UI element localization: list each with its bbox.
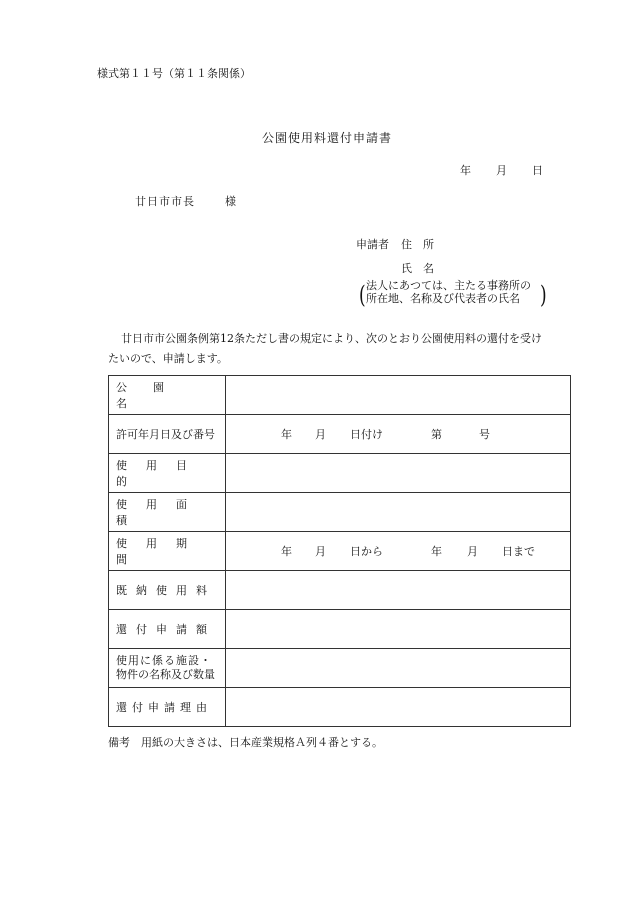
note-open-paren: ( (359, 281, 366, 310)
period-end-year: 年 (431, 545, 442, 558)
refund-reason-field[interactable] (226, 688, 571, 727)
label-text: 還付申請理由 (116, 701, 212, 714)
label-text: 使用面積 (116, 498, 206, 527)
table-row (109, 454, 571, 493)
paid-fee-field[interactable] (226, 571, 571, 610)
form-number: 様式第１１号（第１１条関係） (97, 67, 251, 80)
permit-date-number-field[interactable] (226, 415, 571, 454)
label-text: 使用期間 (116, 537, 206, 566)
table-row (109, 493, 571, 532)
applicant-name-label: 氏 名 (401, 262, 434, 275)
label-permit-date-number (109, 415, 226, 454)
table-row (109, 415, 571, 454)
period-start-month: 月 (315, 545, 326, 558)
date-day-label: 日 (532, 164, 543, 177)
remark-note: 備考 用紙の大きさは、日本産業規格Ａ列４番とする。 (108, 736, 383, 749)
label-park-name (109, 376, 226, 415)
table-row (109, 376, 571, 415)
period-field[interactable] (226, 532, 571, 571)
label-text: 既納使用料 (116, 584, 216, 597)
label-text: 公園名 (116, 381, 190, 410)
permit-no-prefix: 第 (431, 428, 442, 441)
label-paid-fee (109, 571, 226, 610)
body-text-line2: たいので、申請します。 (108, 352, 228, 365)
table-row (109, 532, 571, 571)
purpose-field[interactable] (226, 454, 571, 493)
label-facility-items (109, 649, 226, 688)
label-purpose (109, 454, 226, 493)
applicant-note-line1: 法人にあつては、主たる事務所の (366, 279, 531, 292)
applicant-label: 申請者 (356, 238, 389, 251)
page-title: 公園使用料還付申請書 (262, 131, 393, 145)
refund-amount-field[interactable] (226, 610, 571, 649)
addressee-honorific: 様 (225, 195, 236, 208)
period-end-day: 日まで (502, 545, 535, 558)
period-start-year: 年 (281, 545, 292, 558)
date-month-label: 月 (496, 164, 507, 177)
period-start-day: 日から (350, 545, 383, 558)
table-row (109, 688, 571, 727)
period-end-month: 月 (467, 545, 478, 558)
note-close-paren: ) (540, 281, 547, 310)
permit-year-label: 年 (281, 428, 292, 441)
label-refund-reason (109, 688, 226, 727)
table-row (109, 571, 571, 610)
label-text: 還付申請額 (116, 623, 216, 636)
facility-items-field[interactable] (226, 649, 571, 688)
addressee-name: 廿日市市長 (135, 195, 195, 208)
park-name-field[interactable] (226, 376, 571, 415)
area-field[interactable] (226, 493, 571, 532)
date-year-label: 年 (460, 164, 471, 177)
body-text-line1: 廿日市市公園条例第12条ただし書の規定により、次のとおり公園使用料の還付を受け (121, 332, 542, 345)
applicant-note-line2: 所在地、名称及び代表者の氏名 (366, 292, 520, 305)
label-area (109, 493, 226, 532)
label-text-line2: 物件の名称及び数量 (116, 668, 215, 681)
application-table (108, 375, 571, 727)
permit-dated-label: 日付け (350, 428, 383, 441)
table-row (109, 649, 571, 688)
table-row (109, 610, 571, 649)
applicant-address-label: 住 所 (401, 238, 434, 251)
label-text: 許可年月日及び番号 (116, 428, 215, 441)
permit-month-label: 月 (315, 428, 326, 441)
permit-no-suffix: 号 (479, 428, 490, 441)
label-text: 使用目的 (116, 459, 206, 488)
label-refund-amount (109, 610, 226, 649)
label-period (109, 532, 226, 571)
label-text-line1: 使用に係る施設・ (116, 654, 212, 667)
